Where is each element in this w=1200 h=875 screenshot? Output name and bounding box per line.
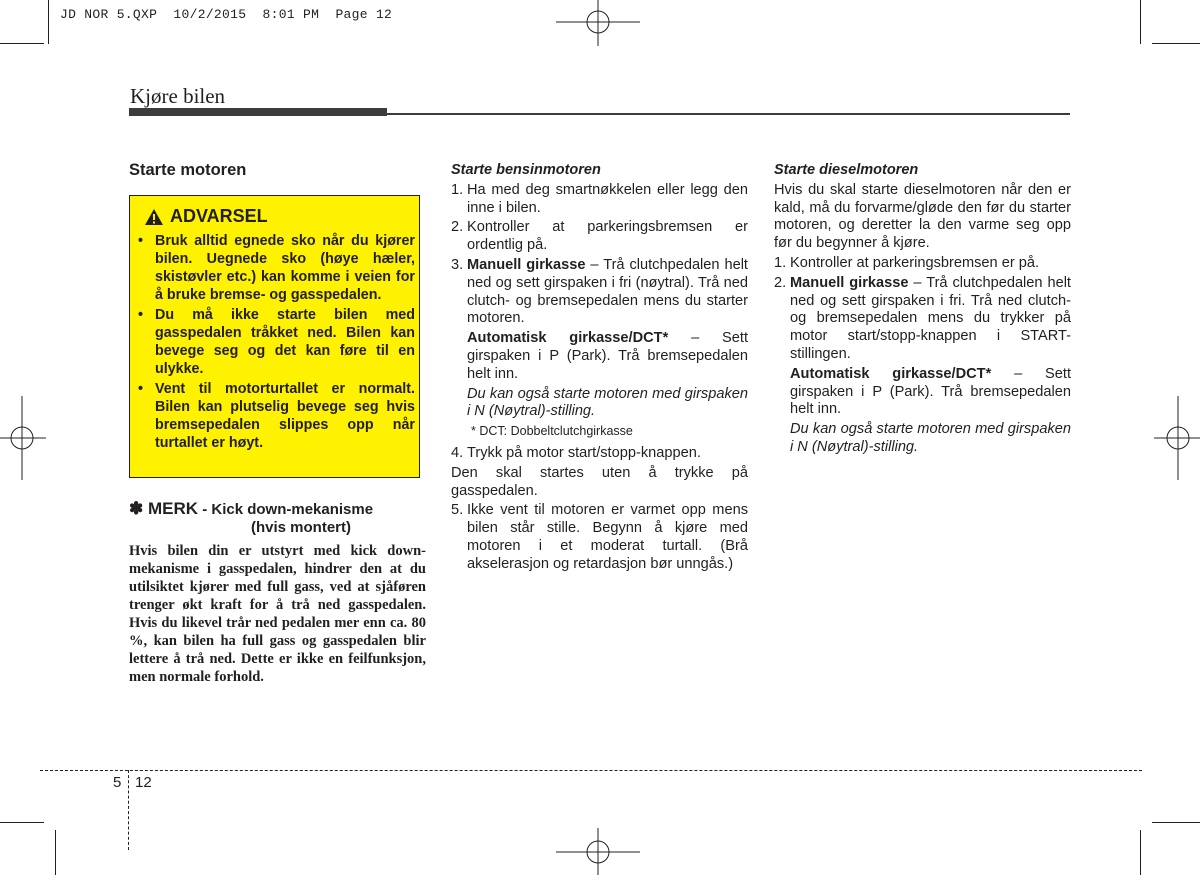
list-item: 2. Manuell girkasse – Trå clutchpedalen helt ned og sett girspaken i fri. Trå ned clutch- og bremsepedalen mens du trykker på motor start/stopp-knappen i START-stillingen. bbox=[774, 274, 1071, 362]
header-rule-thin bbox=[387, 113, 1070, 115]
paragraph: Den skal startes uten å trykke på gasspedalen. bbox=[451, 464, 748, 499]
list-item: 5. Ikke vent til motoren er varmet opp mens bilen står stille. Begynn å kjøre med motoren i et moderat turtall. (Brå akselerasjon og retardasjon bør unngås.) bbox=[451, 502, 748, 572]
chapter-title: Kjøre bilen bbox=[130, 84, 226, 108]
warning-triangle-icon bbox=[144, 208, 164, 226]
section-heading: Starte motoren bbox=[129, 161, 247, 179]
footnote: * DCT: Dobbeltclutchgirkasse bbox=[471, 424, 633, 439]
warning-item: • Du må ikke starte bilen med gasspedalen tråkket ned. Bilen kan bevege seg og det kan føre til en ulykke. bbox=[138, 307, 415, 377]
warning-item: • Bruk alltid egnede sko når du kjører bilen. Uegnede sko (høye hæler, skistøvler etc.) kan komme i veien for å bruke bremse- og gasspedalen. bbox=[138, 233, 415, 303]
list-item: 4. Trykk på motor start/stopp-knappen. bbox=[451, 444, 701, 461]
footer-divider bbox=[128, 770, 129, 850]
warning-title-text: ADVARSEL bbox=[170, 206, 268, 226]
list-item: 2. Kontroller at parkeringsbremsen er ordentlig på. bbox=[451, 219, 748, 254]
neutral-note: Du kan også starte motoren med girspaken i N (Nøytral)-stilling. bbox=[790, 421, 1071, 455]
list-item: 1. Ha med deg smartnøkkelen eller legg den inne i bilen. bbox=[451, 181, 748, 216]
column-diesel bbox=[774, 162, 1071, 457]
paragraph: Hvis du skal starte dieselmotoren når den er kald, må du forvarme/gløde den før du starter motoren, og deretter la den varme seg opp før du begynner å kjøre. bbox=[774, 181, 1071, 252]
note-title: ✽ MERK - Kick down-mekanisme (hvis montert) bbox=[129, 499, 374, 536]
warning-box bbox=[129, 195, 420, 478]
list-item: 1. Kontroller at parkeringsbremsen er på. bbox=[774, 254, 1040, 271]
diesel-subheading: Starte dieselmotoren bbox=[774, 162, 919, 178]
warning-item: • Vent til motorturtallet er normalt. Bilen kan plutselig bevege seg hvis bremsepedalen slippes opp når turtallet er høyt. bbox=[138, 381, 415, 451]
print-slug: JD NOR 5.QXP 10/2/2015 8:01 PM Page 12 bbox=[60, 7, 393, 22]
automatic-gearbox-note: Automatisk girkasse/DCT* – Sett girspaken i P (Park). Trå bremsepedalen helt inn. bbox=[467, 330, 749, 382]
note-body: Hvis bilen din er utstyrt med kick down-mekanisme i gasspedalen, hindrer den at du utilsiktet kjører med full gass, ved at sjåføren trenger økt kraft for å trå ned gasspedalen. Hvis du likevel trår ned pedalen mer enn ca. 80 %, kan bilen ha full gass og gasspedalen blir lettere å trå ned. Dette er ikke en feilfunksjon, men normale forhold. bbox=[129, 543, 426, 685]
list-item: 3. Manuell girkasse – Trå clutchpedalen helt ned og sett girspaken i fri (nøytral). Trå ned clutch- og bremsepedalen mens du starter motoren. bbox=[451, 256, 748, 327]
header-rule-thick bbox=[129, 108, 387, 116]
warning-title bbox=[144, 206, 268, 227]
petrol-subheading: Starte bensinmotoren bbox=[451, 162, 601, 178]
page-number: 12 bbox=[135, 774, 152, 791]
warning-list bbox=[138, 232, 415, 454]
neutral-note: Du kan også starte motoren med girspaken i N (Nøytral)-stilling. bbox=[467, 385, 748, 420]
column-petrol bbox=[451, 162, 748, 574]
automatic-gearbox-note: Automatisk girkasse/DCT* – Sett girspaken i P (Park). Trå bremsepedalen helt inn. bbox=[790, 365, 1072, 418]
section-number: 5 bbox=[113, 774, 122, 791]
note-mark: ✽ MERK bbox=[129, 499, 199, 518]
footer-rule bbox=[40, 770, 1142, 771]
